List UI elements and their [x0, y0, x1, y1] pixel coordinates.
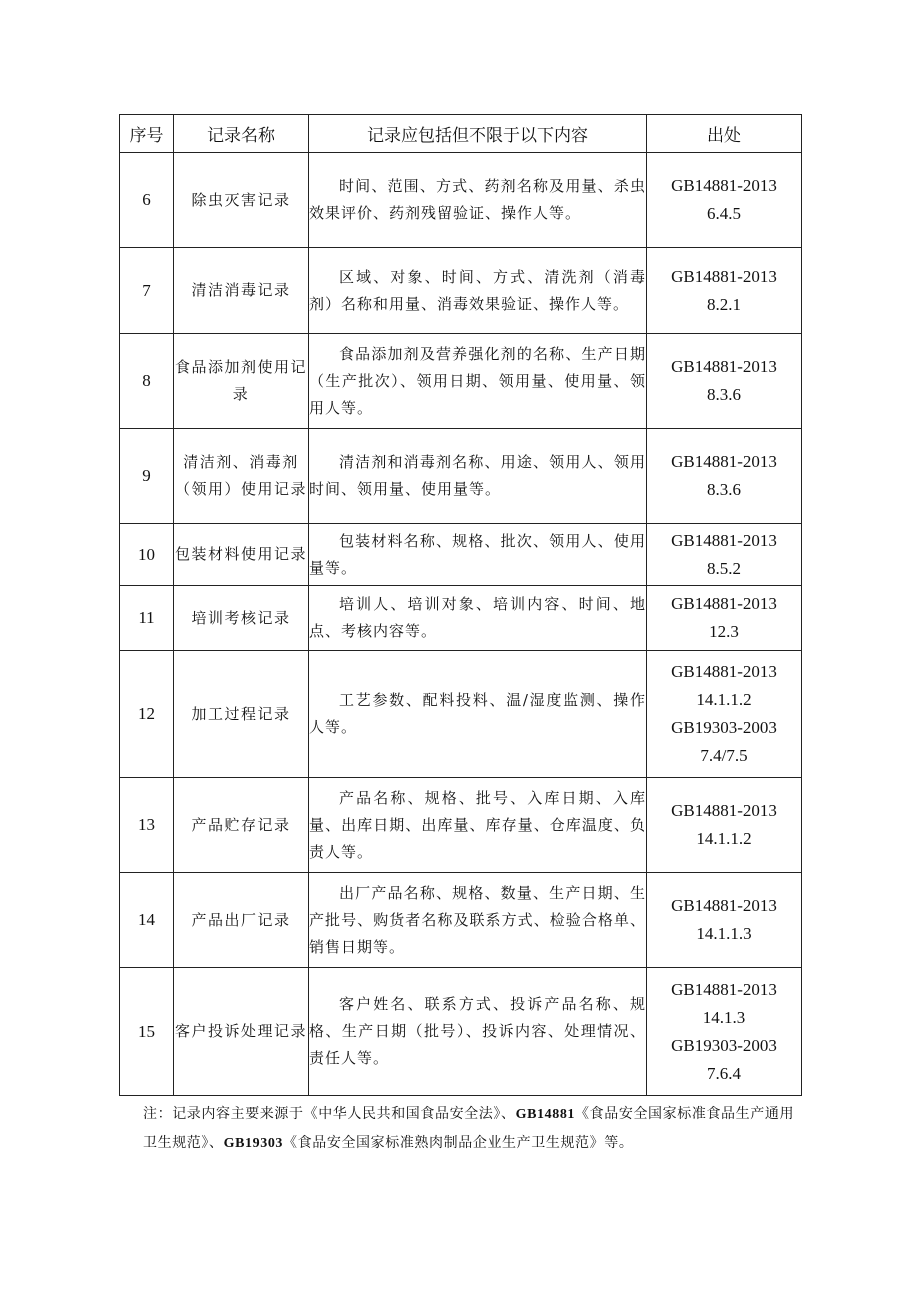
cell-content	[309, 873, 647, 968]
table-row	[120, 429, 802, 524]
table-row	[120, 873, 802, 968]
footnote	[143, 1100, 803, 1158]
cell-content-text: 工艺参数、配料投料、温/湿度监测、操作人等。	[309, 691, 646, 736]
source-line: GB14881-2013	[671, 357, 777, 376]
footnote-std1: GB14881	[515, 1107, 576, 1122]
source-line: GB14881-2013	[671, 896, 777, 915]
cell-content	[309, 248, 647, 334]
cell-source	[647, 778, 802, 873]
cell-source	[647, 429, 802, 524]
table-row	[120, 778, 802, 873]
cell-record-name: 加工过程记录	[174, 651, 309, 778]
footnote-prefix: 注：记录内容主要来源于《中华人民共和国食品安全法》、	[143, 1106, 516, 1122]
source-line: 14.1.1.2	[696, 829, 752, 848]
cell-no: 11	[120, 586, 174, 651]
cell-no: 14	[120, 873, 174, 968]
cell-content-text: 包装材料名称、规格、批次、领用人、使用量等。	[309, 531, 646, 577]
cell-source	[647, 586, 802, 651]
cell-record-name: 产品出厂记录	[174, 873, 309, 968]
cell-content-text: 产品名称、规格、批号、入库日期、入库量、出库日期、出库量、库存量、仓库温度、负责人等。	[309, 788, 646, 861]
cell-content-text: 食品添加剂及营养强化剂的名称、生产日期（生产批次）、领用日期、领用量、使用量、领用人等。	[309, 344, 646, 417]
table-row	[120, 586, 802, 651]
source-line: 14.1.1.3	[696, 924, 752, 943]
source-line: 7.4/7.5	[700, 746, 748, 765]
source-line: GB14881-2013	[671, 594, 777, 613]
source-line: 8.5.2	[707, 558, 741, 578]
table-row	[120, 651, 802, 778]
cell-record-name: 产品贮存记录	[174, 778, 309, 873]
source-line: 8.2.1	[707, 294, 741, 314]
cell-record-name: 客户投诉处理记录	[174, 968, 309, 1096]
cell-content	[309, 153, 647, 248]
footnote-std2: GB19303	[223, 1136, 284, 1151]
cell-no: 9	[120, 429, 174, 524]
cell-content	[309, 778, 647, 873]
table-header-row	[120, 115, 802, 153]
table-row	[120, 334, 802, 429]
cell-record-name: 清洁消毒记录	[174, 248, 309, 334]
source-line: 8.3.6	[707, 480, 741, 499]
cell-record-name: 包装材料使用记录	[174, 524, 309, 586]
table-row	[120, 153, 802, 248]
cell-content-text: 区域、对象、时间、方式、清洗剂（消毒剂）名称和用量、消毒效果验证、操作人等。	[309, 267, 646, 313]
header-source: 出处	[647, 115, 802, 153]
cell-no: 6	[120, 153, 174, 248]
cell-no: 8	[120, 334, 174, 429]
records-table	[119, 114, 802, 1096]
cell-source	[647, 334, 802, 429]
cell-record-name: 清洁剂、消毒剂（领用）使用记录	[174, 429, 309, 524]
source-line: GB14881-2013	[671, 530, 777, 550]
cell-no: 15	[120, 968, 174, 1096]
source-line: GB14881-2013	[671, 266, 777, 286]
cell-record-name: 除虫灭害记录	[174, 153, 309, 248]
source-line: GB14881-2013	[671, 176, 777, 195]
table-row	[120, 524, 802, 586]
cell-no: 12	[120, 651, 174, 778]
source-line: GB14881-2013	[671, 979, 777, 999]
cell-no: 7	[120, 248, 174, 334]
cell-source	[647, 968, 802, 1096]
header-record-name: 记录名称	[174, 115, 309, 153]
table-row	[120, 968, 802, 1096]
footnote-suffix: 《食品安全国家标准熟肉制品企业生产卫生规范》等。	[283, 1135, 634, 1151]
source-line: GB14881-2013	[671, 801, 777, 820]
source-line: 6.4.5	[707, 204, 741, 223]
cell-content-text: 时间、范围、方式、药剂名称及用量、杀虫效果评价、药剂残留验证、操作人等。	[309, 177, 646, 222]
source-line: 14.1.1.2	[696, 690, 752, 709]
source-line: GB19303-2003	[671, 1035, 777, 1055]
source-line: 8.3.6	[707, 385, 741, 404]
source-line: 7.6.4	[707, 1063, 741, 1083]
cell-record-name: 培训考核记录	[174, 586, 309, 651]
header-no: 序号	[120, 115, 174, 153]
cell-content	[309, 586, 647, 651]
cell-source	[647, 248, 802, 334]
cell-content	[309, 429, 647, 524]
cell-no: 10	[120, 524, 174, 586]
source-line: GB19303-2003	[671, 718, 777, 737]
source-line: 12.3	[709, 622, 739, 641]
cell-content-text: 清洁剂和消毒剂名称、用途、领用人、领用时间、领用量、使用量等。	[309, 453, 646, 498]
cell-content-text: 客户姓名、联系方式、投诉产品名称、规格、生产日期（批号）、投诉内容、处理情况、责任人等。	[309, 995, 646, 1067]
cell-source	[647, 153, 802, 248]
cell-source	[647, 524, 802, 586]
cell-source	[647, 873, 802, 968]
cell-record-name: 食品添加剂使用记录	[174, 334, 309, 429]
source-line: 14.1.3	[702, 1007, 746, 1027]
cell-source	[647, 651, 802, 778]
header-content: 记录应包括但不限于以下内容	[309, 115, 647, 153]
source-line: GB14881-2013	[671, 452, 777, 471]
cell-content-text: 出厂产品名称、规格、数量、生产日期、生产批号、购货者名称及联系方式、检验合格单、销售日期等。	[309, 883, 646, 956]
source-line: GB14881-2013	[671, 662, 777, 681]
cell-content	[309, 334, 647, 429]
cell-content	[309, 651, 647, 778]
cell-content-text: 培训人、培训对象、培训内容、时间、地点、考核内容等。	[309, 595, 646, 640]
cell-no: 13	[120, 778, 174, 873]
cell-content	[309, 968, 647, 1096]
table-row	[120, 248, 802, 334]
cell-content	[309, 524, 647, 586]
footnote-mid: 《食品安全国家标准食品生产通用卫生规范》、	[143, 1106, 795, 1151]
